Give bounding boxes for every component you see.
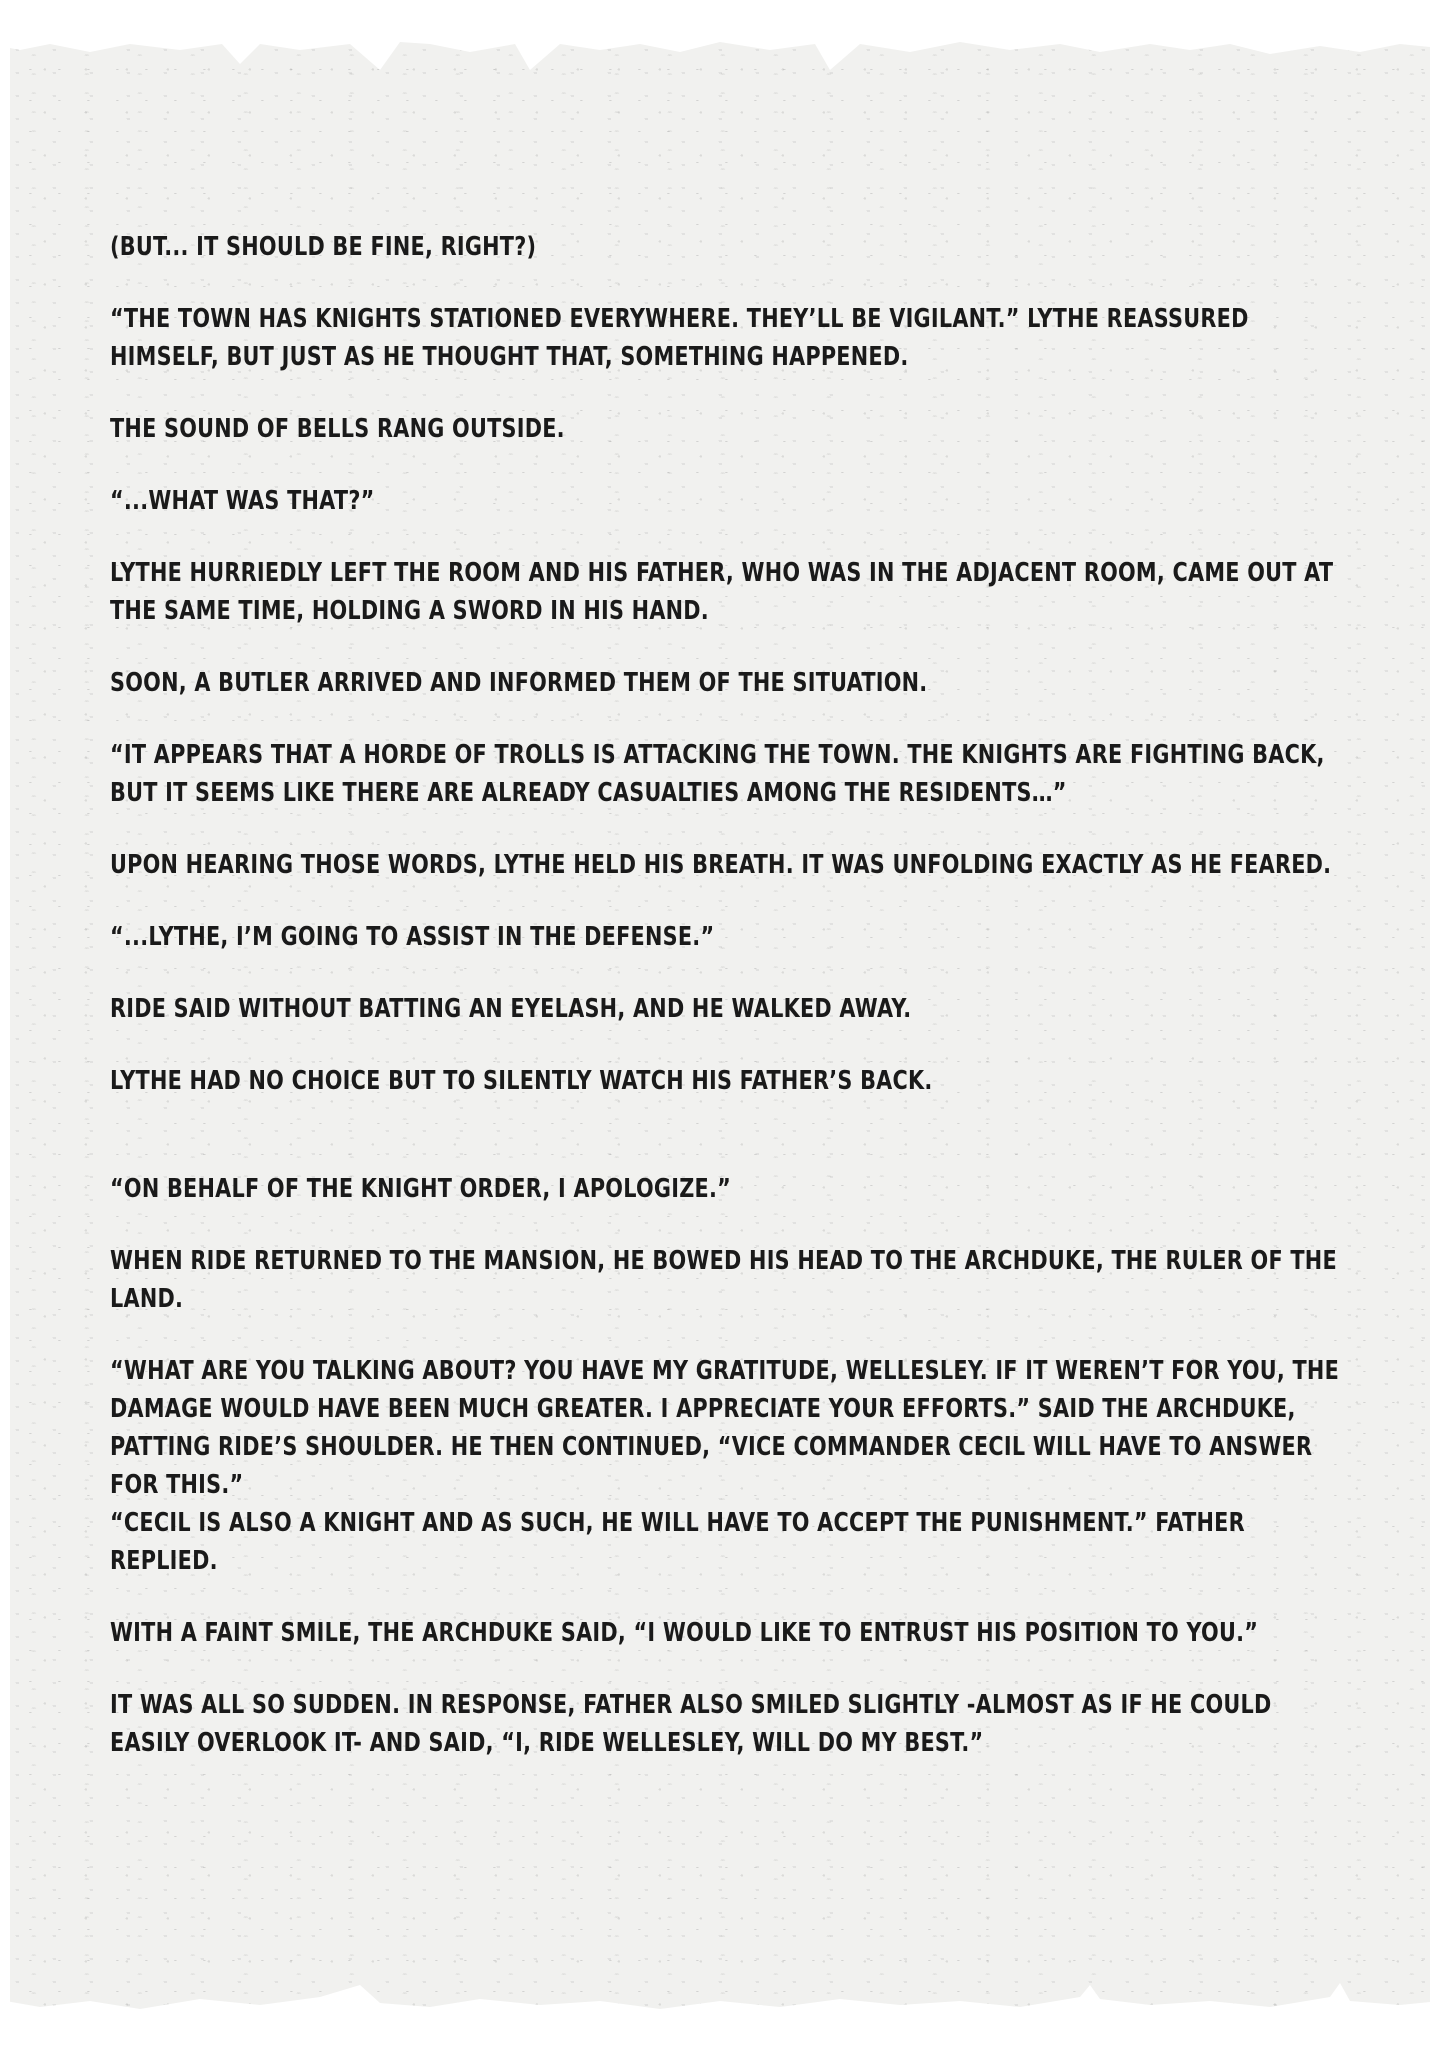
paragraph: “CECIL IS ALSO A KNIGHT AND AS SUCH, HE WILL HAVE TO ACCEPT THE PUNISHMENT.” FATHER REPLIED. bbox=[110, 1508, 1245, 1576]
paragraph: (BUT... IT SHOULD BE FINE, RIGHT?) bbox=[110, 232, 537, 262]
paragraph: WITH A FAINT SMILE, THE ARCHDUKE SAID, “I WOULD LIKE TO ENTRUST HIS POSITION TO YOU.” bbox=[110, 1618, 1259, 1648]
paragraph: LYTHE HURRIEDLY LEFT THE ROOM AND HIS FATHER, WHO WAS IN THE ADJACENT ROOM, CAME OUT AT THE SAME TIME, HOLDING A SWORD IN HIS HAND. bbox=[110, 558, 1334, 626]
paragraph: IT WAS ALL SO SUDDEN. IN RESPONSE, FATHER ALSO SMILED SLIGHTLY -ALMOST AS IF HE COULD EASILY OVERLOOK IT- AND SAID, “I, RIDE WELLESLEY, WILL DO MY BEST.” bbox=[110, 1690, 1272, 1758]
paragraph: LYTHE HAD NO CHOICE BUT TO SILENTLY WATCH HIS FATHER’S BACK. bbox=[110, 1066, 933, 1096]
paragraph: WHEN RIDE RETURNED TO THE MANSION, HE BOWED HIS HEAD TO THE ARCHDUKE, THE RULER OF THE LAND. bbox=[110, 1246, 1337, 1314]
paragraph: “...LYTHE, I’M GOING TO ASSIST IN THE DEFENSE.” bbox=[110, 922, 715, 952]
torn-bottom-edge bbox=[0, 1975, 1440, 2048]
paragraph: “ON BEHALF OF THE KNIGHT ORDER, I APOLOGIZE.” bbox=[110, 1174, 732, 1204]
paragraph: “THE TOWN HAS KNIGHTS STATIONED EVERYWHERE. THEY’LL BE VIGILANT.” LYTHE REASSURED HIMSELF, BUT JUST AS HE THOUGHT THAT, SOMETHING HAPPENED. bbox=[110, 304, 1249, 372]
document-body bbox=[110, 228, 1350, 1796]
paragraph: THE SOUND OF BELLS RANG OUTSIDE. bbox=[110, 414, 565, 444]
torn-bottom-edge-shape bbox=[0, 1983, 1440, 2048]
torn-top-edge-shape bbox=[0, 0, 1440, 70]
paragraph: “IT APPEARS THAT A HORDE OF TROLLS IS ATTACKING THE TOWN. THE KNIGHTS ARE FIGHTING BACK, BUT IT SEEMS LIKE THERE ARE ALREADY CASUALTIES AMONG THE RESIDENTS…” bbox=[110, 740, 1325, 808]
paragraph: RIDE SAID WITHOUT BATTING AN EYELASH, AND HE WALKED AWAY. bbox=[110, 994, 912, 1024]
paragraph: UPON HEARING THOSE WORDS, LYTHE HELD HIS BREATH. IT WAS UNFOLDING EXACTLY AS HE FEARED. bbox=[110, 850, 1332, 880]
torn-top-edge bbox=[0, 0, 1440, 90]
paragraph: SOON, A BUTLER ARRIVED AND INFORMED THEM OF THE SITUATION. bbox=[110, 668, 928, 698]
paragraph: “WHAT ARE YOU TALKING ABOUT? YOU HAVE MY GRATITUDE, WELLESLEY. IF IT WEREN’T FOR YOU, THE DAMAGE WOULD HAVE BEEN MUCH GREATER. I APPRECIATE YOUR EFFORTS.” SAID THE ARCHDUKE, PATTING RIDE’S SHOULDER. HE THEN CONTINUED, “VICE COMMANDER CECIL WILL HAVE TO ANSWER FOR THIS.” bbox=[110, 1356, 1340, 1500]
paragraph: “...WHAT WAS THAT?” bbox=[110, 486, 375, 516]
